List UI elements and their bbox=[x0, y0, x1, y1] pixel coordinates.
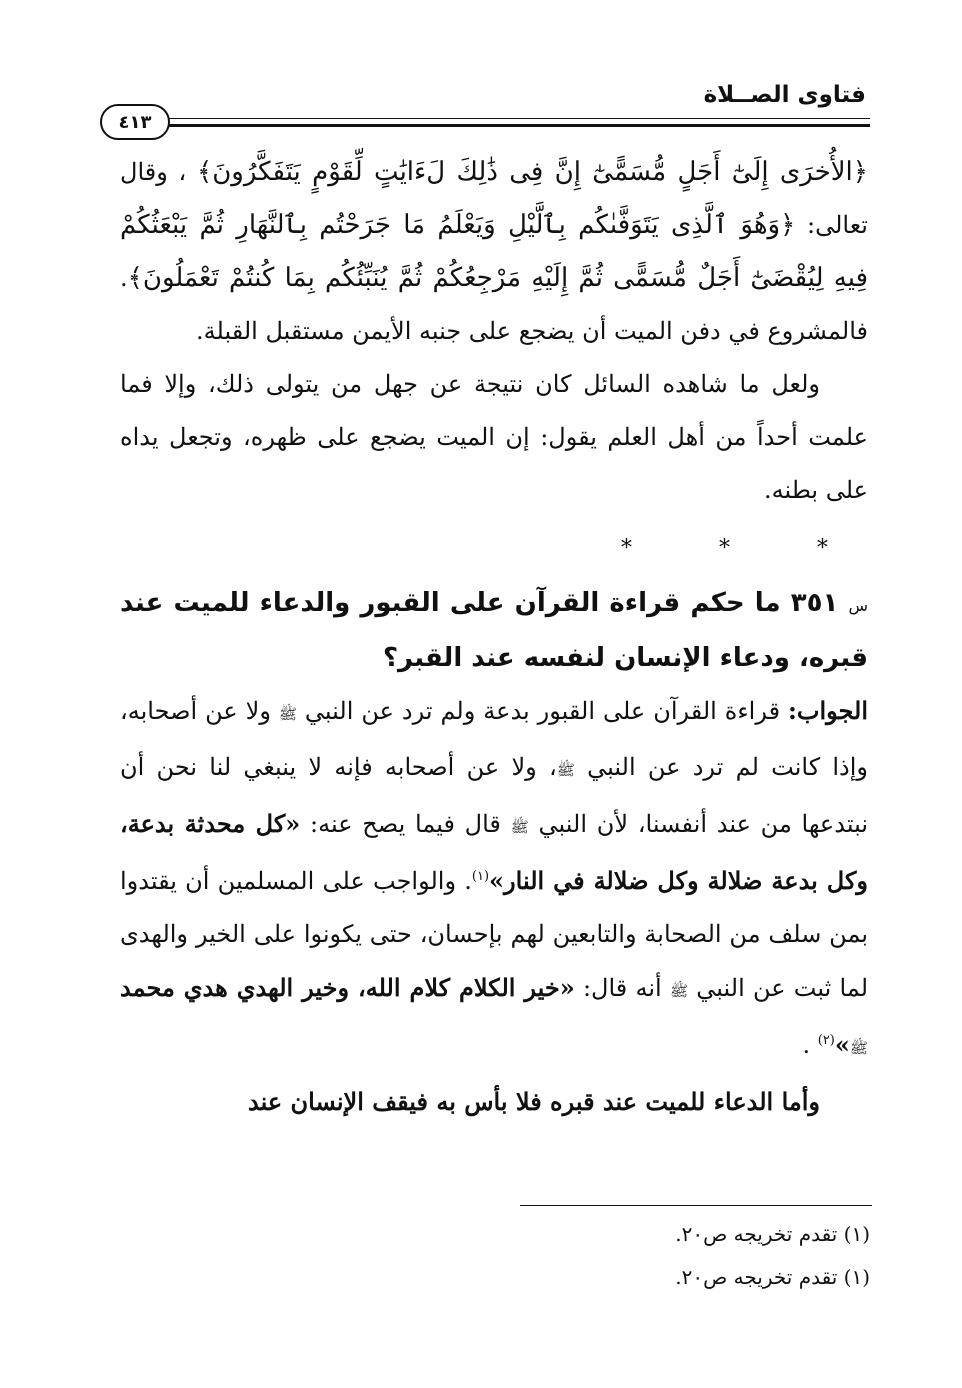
answer-text-6: أنه قال: bbox=[574, 974, 670, 1002]
footnote-ref-2: (٢) bbox=[817, 1033, 835, 1048]
footnote-ref-1: (١) bbox=[471, 869, 490, 884]
hadith-quote-2-end: » bbox=[834, 1030, 850, 1059]
hadith-quote-1: «كل محدثة بدعة، وكل بدعة ضلالة وكل ضلالة في النار» bbox=[120, 809, 869, 895]
answer-paragraph bbox=[120, 684, 868, 1075]
question-marker: س bbox=[848, 596, 868, 615]
salla-glyph: ﷺ bbox=[278, 705, 297, 723]
footnote-2: (١) تقدم تخريجه ص٢٠. bbox=[675, 1265, 870, 1289]
answer-text-1: قراءة القرآن على القبور بدعة ولم ترد عن النبي bbox=[296, 697, 788, 725]
answer-text-5: . والواجب على المسلمين أن يقتدوا بمن سلف من الصحابة والتابعين لهم بإحسان، حتى يكونوا على الخير والهدى لما ثبت عن النبي bbox=[120, 867, 869, 1002]
paragraph-2: ولعل ما شاهده السائل كان نتيجة عن جهل من يتولى ذلك، وإلا فما علمت أحداً من أهل العلم يقول: إن الميت يضجع على ظهره، وتجعل يداه على بطنه. bbox=[120, 370, 868, 504]
body-text bbox=[120, 146, 868, 1129]
answer-text-4: قال فيما يصح عنه: bbox=[300, 810, 511, 838]
salla-glyph: ﷺ bbox=[510, 818, 529, 836]
question-351 bbox=[120, 577, 868, 684]
answer-text-7: . bbox=[802, 1031, 818, 1059]
header-rule-thin bbox=[160, 118, 870, 119]
question-text: ٣٥١ ما حكم قراءة القرآن على القبور والدعاء للميت عند قبره، ودعاء الإنسان لنفسه عند القبر؟ bbox=[120, 588, 868, 673]
separator: ، bbox=[167, 158, 197, 186]
answer-text-2: ولا عن أصحابه، وإذا كانت لم ترد عن النبي bbox=[120, 697, 868, 781]
quran-verse-2: ﴿وَهُوَ ٱلَّذِى يَتَوَفَّىٰكُم بِٱلَّيْلِ وَيَعْلَمُ مَا جَرَحْتُم بِٱلنَّهَارِ ثُمَّ يَبْعَثُكُمْ فِيهِ لِيُقْضَىٰٓ أَجَلٌ مُّسَمًّى ثُمَّ إِلَيْهِ مَرْجِعُكُمْ ثُمَّ يُنَبِّئُكُم بِمَا كُنتُمْ تَعْمَلُونَ﴾ bbox=[120, 210, 868, 293]
ruling-text: . فالمشروع في دفن الميت أن يضجع على جنبه الأيمن مستقبل القبلة. bbox=[120, 264, 868, 345]
answer-label: الجواب: bbox=[788, 696, 868, 725]
said-text: وقال تعالى: bbox=[120, 158, 868, 239]
hadith-quote-2: «خير الكلام كلام الله، وخير الهدي هدي محمد bbox=[120, 973, 575, 1002]
section-divider-stars: * * * bbox=[621, 536, 868, 561]
footnote-1: (١) تقدم تخريجه ص٢٠. bbox=[675, 1222, 870, 1246]
salla-glyph: ﷺ bbox=[669, 982, 689, 1000]
salla-glyph: ﷺ bbox=[849, 1039, 868, 1057]
paragraph-verse bbox=[120, 146, 868, 358]
running-header-title: فتاوى الصــلاة bbox=[703, 82, 866, 108]
answer-text-3: ، ولا عن أصحابه فإنه لا ينبغي لنا نحن أن نبتدعها من عند أنفسنا، لأن النبي bbox=[120, 753, 869, 838]
last-paragraph bbox=[120, 1075, 868, 1129]
header-rule-thick bbox=[160, 124, 870, 127]
last-paragraph-text: وأما الدعاء للميت عند قبره فلا بأس به فيقف الإنسان عند bbox=[248, 1087, 820, 1116]
page-number: ٤١٣ bbox=[100, 104, 170, 140]
salla-glyph: ﷺ bbox=[556, 761, 575, 779]
footnote-separator bbox=[520, 1205, 872, 1206]
quran-verse-continued: ﴿الأُخرَى إِلَىٰٓ أَجَلٍ مُّسَمًّىٰٓ إِنَّ فِى ذَٰلِكَ لَءَايَٰتٍ لِّقَوْمٍ يَتَفَكَّرُونَ﴾ bbox=[196, 157, 868, 187]
